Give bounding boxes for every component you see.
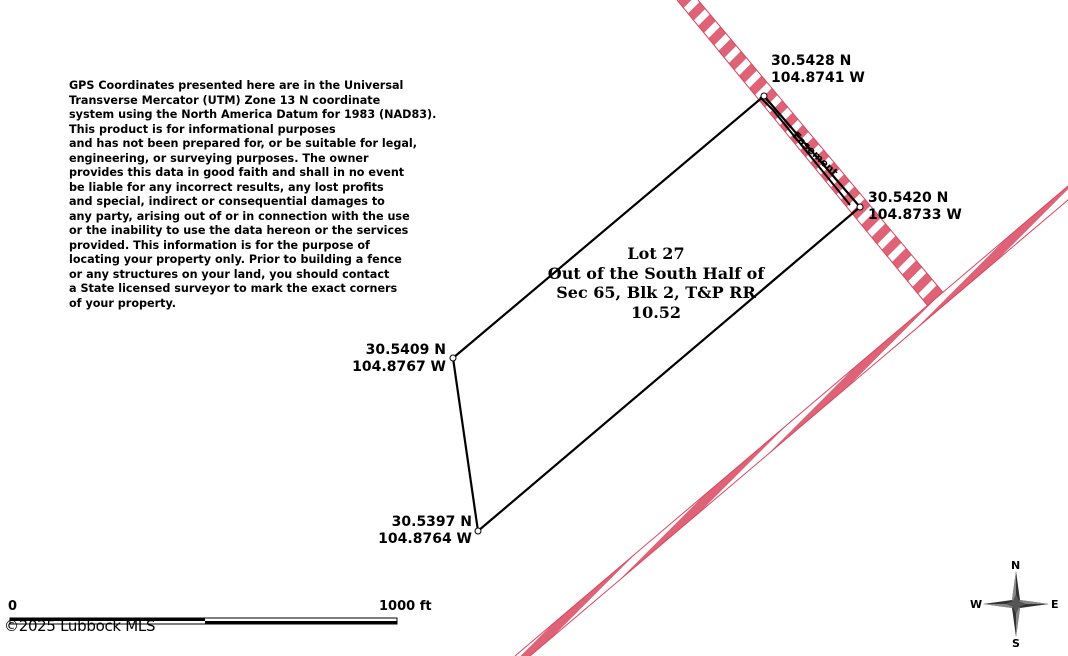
lot-acreage: 10.52	[630, 302, 682, 322]
corner-coordinate-east	[868, 190, 962, 224]
latitude: 30.5397 N	[391, 514, 472, 530]
latitude: 30.5420 N	[868, 190, 949, 206]
corner-marker[interactable]	[475, 528, 481, 534]
compass-north-label: N	[1011, 559, 1021, 572]
longitude: 104.8764 W	[378, 531, 472, 547]
longitude: 104.8733 W	[868, 207, 962, 223]
corner-coordinate-west	[336, 342, 446, 376]
lot-label	[540, 244, 772, 322]
disclaimer-text: GPS Coordinates presented here are in the Universal Transverse Mercator (UTM) Zone 13 N coordinate system using the North America Datum for 1983 (NAD83). This product is for informational purposes and has not been prepared for, or be suitable for legal, engineering, or surveying purposes. The owner provides this data in good faith and shall in no event be liable for any incorrect results, any lost profits and special, indirect or consequential damages to any party, arising out of or in connection with the use or the inability to use the data hereon or the services provided. This information is for the purpose of locating your property only. Prior to building a fence or any structures on your land, you should contact a State licensed surveyor to mark the exact corners of your property.	[69, 79, 437, 310]
corner-coordinate-north	[771, 53, 865, 87]
compass-rose-icon	[983, 571, 1049, 637]
scale-end-label: 1000 ft	[379, 599, 432, 614]
scale-start-label: 0	[8, 599, 18, 614]
corner-marker[interactable]	[450, 355, 456, 361]
corner-marker[interactable]	[857, 204, 863, 210]
longitude: 104.8767 W	[352, 359, 446, 375]
easement-label: Easement	[789, 129, 841, 179]
copyright-watermark: ©2025 Lubbock MLS	[4, 617, 156, 635]
corner-coordinate-south	[362, 514, 472, 548]
lot-number: Lot 27	[627, 244, 685, 263]
latitude: 30.5428 N	[771, 53, 852, 69]
corner-marker[interactable]	[761, 93, 767, 99]
compass-west-label: W	[970, 598, 983, 611]
longitude: 104.8741 W	[771, 70, 865, 86]
compass-east-label: E	[1051, 598, 1059, 611]
lot-section: Sec 65, Blk 2, T&P RR	[556, 283, 756, 302]
latitude: 30.5409 N	[365, 342, 446, 358]
compass-south-label: S	[1012, 637, 1020, 650]
lot-description: Out of the South Half of	[547, 263, 765, 283]
